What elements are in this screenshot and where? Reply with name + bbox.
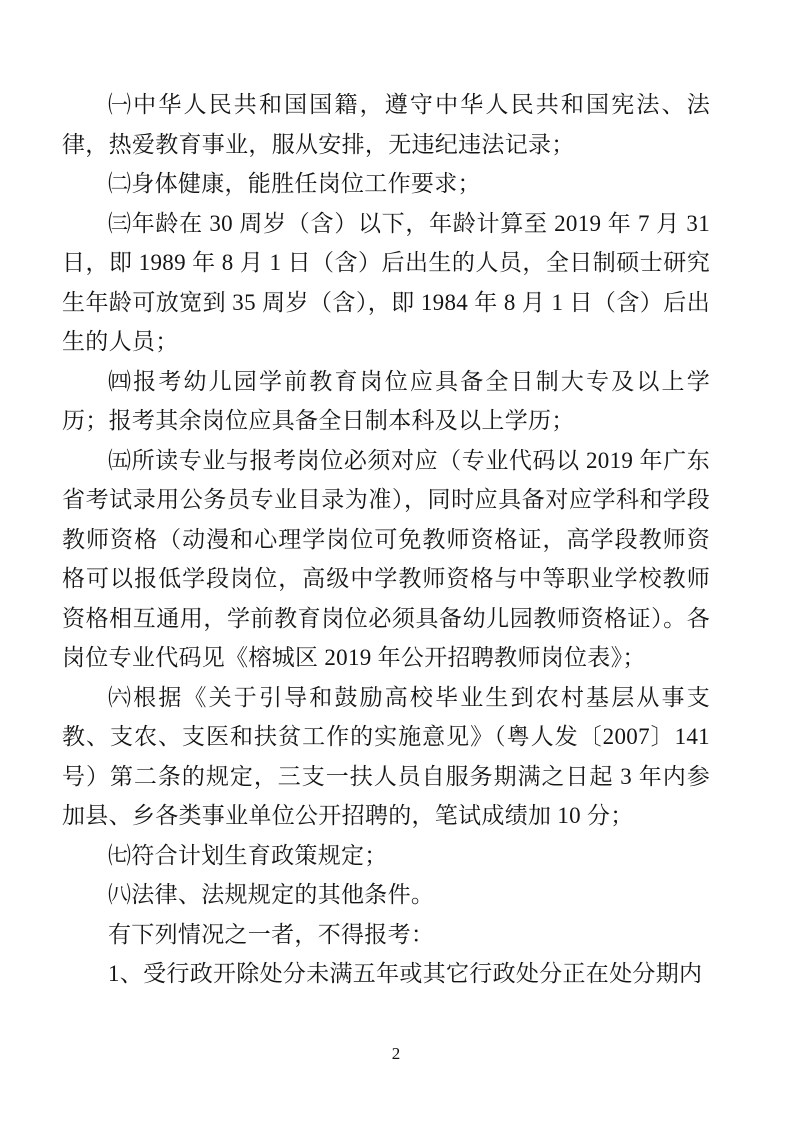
paragraph-condition-1: ㈠中华人民共和国国籍，遵守中华人民共和国宪法、法律，热爱教育事业，服从安排，无违纪违法记录； <box>62 92 710 157</box>
paragraph-ineligible-intro: 有下列情况之一者，不得报考： <box>108 921 435 947</box>
paragraph-ineligible-item-1: 1、受行政开除处分未满五年或其它行政处分正在处分期内 <box>108 961 703 986</box>
paragraph-condition-3: ㈢年龄在 30 周岁（含）以下，年龄计算至 2019 年 7 月 31 日，即 1989 年 8 月 1 日（含）后出生的人员，全日制硕士研究生年龄可放宽到 35 周岁（含），即 1984 年 8 月 1 日（含）后出生的人员； <box>62 210 710 354</box>
paragraph-condition-5: ㈤所读专业与报考岗位必须对应（专业代码以 2019 年广东省考试录用公务员专业目录为准），同时应具备对应学科和学段教师资格（动漫和心理学岗位可免教师资格证，高学段教师资格可以报低学段岗位，高级中学教师资格与中等职业学校教师资格相互通用，学前教育岗位必须具备幼儿园教师资格证）。各岗位专业代码见《榕城区 2019 年公开招聘教师岗位表》； <box>62 447 710 670</box>
document-text-block <box>62 85 710 994</box>
paragraph-condition-6: ㈥根据《关于引导和鼓励高校毕业生到农村基层从事支教、支农、支医和扶贫工作的实施意见》（粤人发〔2007〕141 号）第二条的规定，三支一扶人员自服务期满之日起 3 年内参加县、乡各类事业单位公开招聘的，笔试成绩加 10 分； <box>62 684 710 828</box>
page-number: 2 <box>391 1044 401 1063</box>
paragraph-condition-4: ㈣报考幼儿园学前教育岗位应具备全日制大专及以上学历；报考其余岗位应具备全日制本科及以上学历； <box>62 368 710 433</box>
paragraph-condition-7: ㈦符合计划生育政策规定； <box>108 842 388 868</box>
paragraph-condition-2: ㈡身体健康，能胜任岗位工作要求； <box>108 171 481 196</box>
paragraph-condition-8: ㈧法律、法规规定的其他条件。 <box>108 882 435 907</box>
